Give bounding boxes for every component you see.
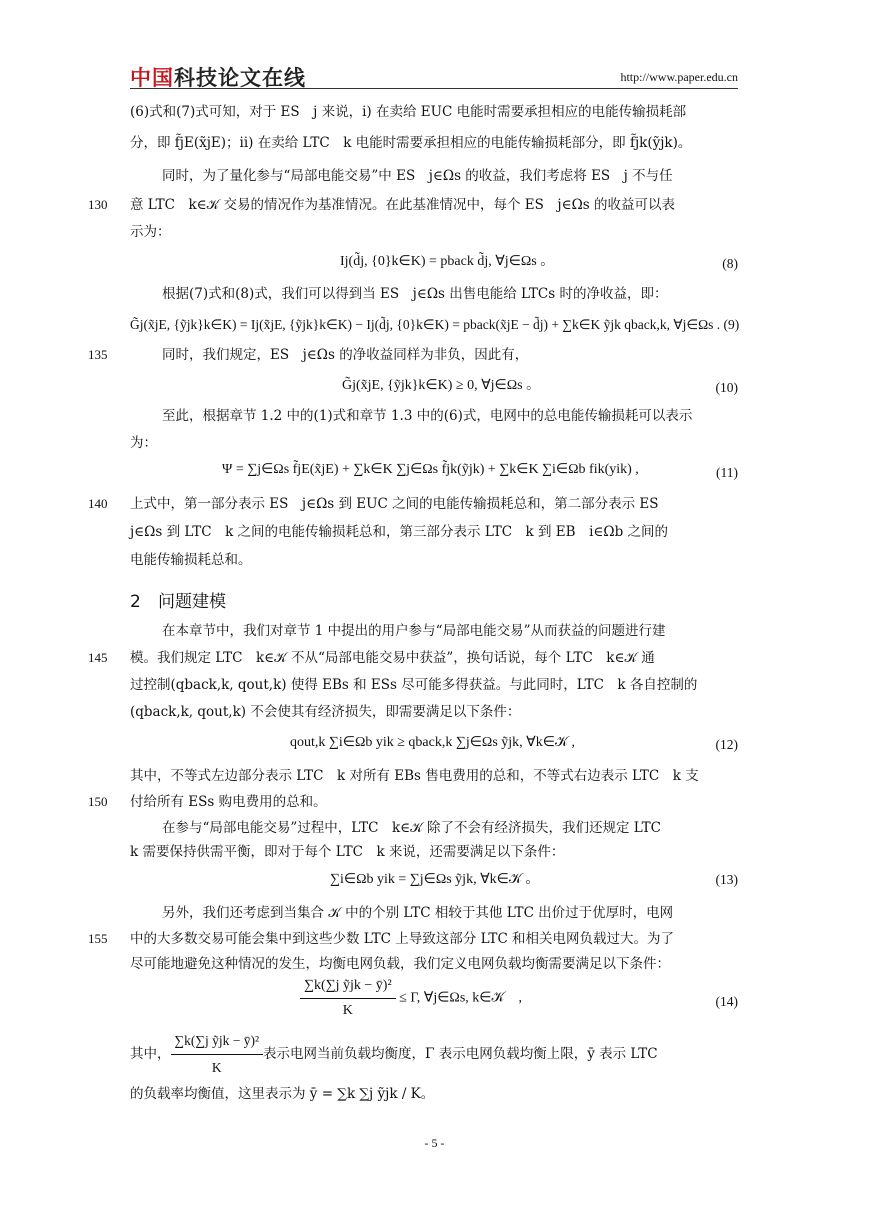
text-line: 另外，我们还考虑到当集合 𝒦 中的个别 LTC 相较于其他 LTC 出价过于优厚时，电网 (162, 905, 674, 921)
text-line: 示为： (130, 224, 171, 240)
section-title: 问题建模 (158, 592, 226, 612)
equation-13: ∑i∈Ωb yik = ∑j∈Ωs ỹjk, ∀k∈𝒦 。 (330, 872, 540, 887)
equation-number: (12) (715, 737, 738, 752)
line-number: 135 (88, 347, 108, 362)
header-rule (130, 88, 738, 89)
text-line: 的负载率均衡值，这里表示为 ȳ = ∑k ∑j ỹjk / K。 (130, 1086, 435, 1102)
text-line: 根据(7)式和(8)式，我们可以得到当 ES j∈Ωs 出售电能给 LTCs 时的净收益，即： (162, 286, 668, 302)
text-line-with-fraction (130, 1030, 738, 1079)
inline-fraction (171, 1030, 264, 1079)
section-heading (130, 587, 226, 612)
text-fragment: 表示电网当前负载均衡度，Γ 表示电网负载均衡上限，ȳ 表示 LTC (263, 1046, 658, 1062)
text-line: 同时，我们规定，ES j∈Ωs 的净收益同样为非负，因此有， (162, 347, 529, 363)
text-line: (qback,k, qout,k) 不会使其有经济损失，即需要满足以下条件： (130, 704, 521, 720)
fraction-numerator: ∑k(∑j ỹjk − ȳ)² (300, 976, 396, 999)
text-line: (6)式和(7)式可知，对于 ES j 来说，i) 在卖给 EUC 电能时需要承担相应的电能传输损耗部 (130, 104, 687, 120)
equation-14 (300, 976, 522, 1021)
text-line: 至此，根据章节 1.2 中的(1)式和章节 1.3 中的(6)式，电网中的总电能传输损耗可以表示 (162, 408, 693, 424)
equation-8: Ij(d̃j, {0}k∈K) = pback d̃j, ∀j∈Ωs 。 (340, 254, 555, 269)
line-number: 130 (88, 197, 108, 212)
equation-number: (8) (722, 256, 738, 271)
fraction-denominator: K (211, 1060, 222, 1075)
text-line: 付给所有 ESs 购电费用的总和。 (130, 794, 327, 810)
line-number: 145 (88, 650, 108, 665)
equation-number: (13) (715, 872, 738, 887)
text-line: 在参与“局部电能交易”过程中，LTC k∈𝒦 除了不会有经济损失，我们还规定 LTC (162, 820, 661, 836)
line-number: 150 (88, 794, 108, 809)
equation-11: Ψ = ∑j∈Ωs f̃jE(x̃jE) + ∑k∈K ∑j∈Ωs f̃jk(ỹjk) + ∑k∈K ∑i∈Ωb fik(yik) , (222, 462, 639, 477)
equation-9: G̃j(x̃jE, {ỹjk}k∈K) = Ij(x̃jE, {ỹjk}k∈K) − Ij(d̃j, {0}k∈K) = pback(x̃jE − d̃j) + ∑k∈K ỹjk qback,k, ∀j∈Ωs . (9) (130, 317, 740, 332)
fraction-numerator: ∑k(∑j ỹjk − ȳ)² (171, 1030, 264, 1055)
fraction (300, 976, 396, 1021)
page-number: - 5 - (424, 1136, 445, 1150)
text-fragment: 其中， (130, 1046, 171, 1062)
equation-12: qout,k ∑i∈Ωb yik ≥ qback,k ∑j∈Ωs ỹjk, ∀k∈𝒦 , (290, 735, 575, 750)
text-line: 电能传输损耗总和。 (130, 552, 252, 568)
text-line: 意 LTC k∈𝒦 交易的情况作为基准情况。在此基准情况中，每个 ES j∈Ωs 的收益可以表 (130, 197, 675, 213)
text-line: 其中，不等式左边部分表示 LTC k 对所有 EBs 售电费用的总和，不等式右边表示 LTC k 支 (130, 768, 699, 784)
header-url[interactable]: http://www.paper.edu.cn (620, 70, 738, 84)
text-line: 尽可能地避免这种情况的发生，均衡电网负载，我们定义电网负载均衡需要满足以下条件： (130, 956, 670, 972)
text-line: 同时，为了量化参与“局部电能交易”中 ES j∈Ωs 的收益，我们考虑将 ES j 不与任 (162, 168, 673, 184)
text-line: 分，即 f̃jE(x̃jE)；ii) 在卖给 LTC k 电能时需要承担相应的电能传输损耗部分，即 f̃jk(ỹjk)。 (130, 135, 692, 151)
logo-dark-text: 科技论文在线 (174, 66, 306, 90)
section-number: 2 (130, 592, 141, 612)
equation-number: (14) (715, 994, 738, 1009)
equation-number: (10) (715, 380, 738, 395)
text-line: j∈Ωs 到 LTC k 之间的电能传输损耗总和，第三部分表示 LTC k 到 EB i∈Ωb 之间的 (130, 524, 669, 540)
text-line: 中的大多数交易可能会集中到这些少数 LTC 上导致这部分 LTC 和相关电网负载过大。为了 (130, 931, 675, 947)
logo-red-text: 中国 (130, 66, 174, 90)
text-line: 在本章节中，我们对章节 1 中提出的用户参与“局部电能交易”从而获益的问题进行建 (162, 623, 666, 639)
fraction-denominator: K (342, 1003, 353, 1018)
equation-14-rest: ≤ Γ, ∀j∈Ωs, k∈𝒦 , (399, 990, 522, 1006)
line-number: 140 (88, 496, 108, 511)
text-line: 为： (130, 435, 157, 451)
equation-number: (11) (716, 465, 738, 480)
text-line: 过控制(qback,k, qout,k) 使得 EBs 和 ESs 尽可能多得获益。与此同时，LTC k 各自控制的 (130, 677, 698, 693)
text-line: 模。我们规定 LTC k∈𝒦 不从“局部电能交易中获益”，换句话说，每个 LTC k∈𝒦 通 (130, 650, 655, 666)
equation-10: G̃j(x̃jE, {ỹjk}k∈K) ≥ 0, ∀j∈Ωs 。 (342, 378, 541, 393)
line-number: 155 (88, 931, 108, 946)
text-line: k 需要保持供需平衡，即对于每个 LTC k 来说，还需要满足以下条件： (130, 844, 565, 860)
text-line: 上式中，第一部分表示 ES j∈Ωs 到 EUC 之间的电能传输损耗总和，第二部分表示 ES (130, 496, 659, 512)
